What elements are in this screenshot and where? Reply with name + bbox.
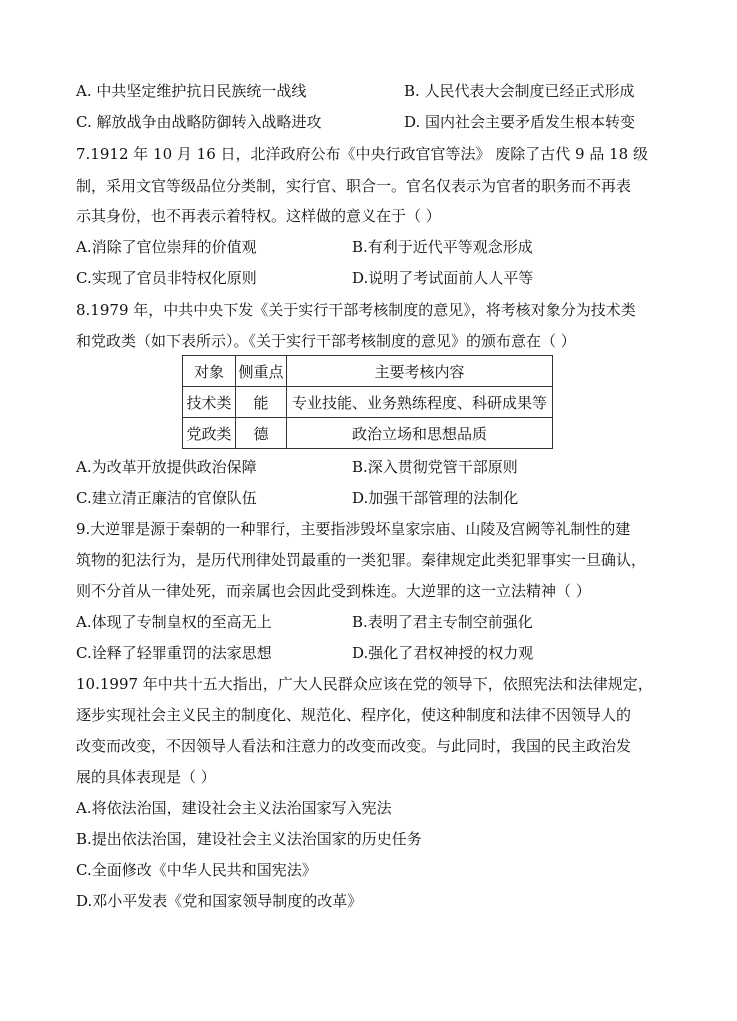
q7-stem-line-3: 示其身份，也不再表示着特权。这样做的意义在于（ ）: [76, 207, 441, 225]
q10-stem-line-4: 展的具体表现是（ ）: [76, 768, 216, 786]
q8-option-c: C.建立清正廉洁的官僚队伍: [76, 489, 257, 507]
q9-option-a: A.体现了专制皇权的至高无上: [76, 613, 272, 631]
q8-option-a: A.为改革开放提供政治保障: [76, 458, 257, 476]
q6-option-b: B. 人民代表大会制度已经正式形成: [404, 82, 635, 100]
q9-stem-line-2: 筑物的犯法行为，是历代刑律处罚最重的一类犯罪。秦律规定此类犯罪事实一旦确认，: [76, 551, 647, 569]
table-cell: 专业技能、业务熟练程度、科研成果等: [287, 387, 553, 418]
q10-stem-line-3: 改变而改变，不因领导人看法和注意力的改变而改变。与此同时，我国的民主政治发: [76, 737, 632, 755]
q7-option-c: C.实现了官员非特权化原则: [76, 269, 257, 287]
table-header-row: [183, 356, 553, 387]
q7-option-b: B.有利于近代平等观念形成: [352, 238, 533, 256]
q8-option-b: B.深入贯彻党管干部原则: [352, 458, 518, 476]
q7-stem-line-1: 7.1912 年 10 月 16 日，北洋政府公布《中央行政官官等法》 废除了古代 9 品 18 级: [76, 145, 648, 163]
q10-stem-line-2: 逐步实现社会主义民主的制度化、规范化、程序化，使这种制度和法律不因领导人的: [76, 706, 632, 724]
q7-option-a: A.消除了官位崇拜的价值观: [76, 238, 257, 256]
evaluation-table: [182, 355, 553, 449]
q6-option-d: D. 国内社会主要矛盾发生根本转变: [404, 113, 636, 131]
table-cell: 技术类: [183, 387, 236, 418]
table-cell: 德: [236, 418, 287, 449]
q9-stem-line-1: 9.大逆罪是源于秦朝的一种罪行，主要指涉毁坏皇家宗庙、山陵及宫阙等礼制性的建: [76, 520, 631, 538]
q8-stem-line-1: 8.1979 年，中共中央下发《关于实行干部考核制度的意见》，将考核对象分为技术类: [76, 301, 636, 319]
q10-stem-line-1: 10.1997 年中共十五大指出，广大人民群众应该在党的领导下，依照宪法和法律规定，: [76, 675, 653, 693]
q9-stem-line-3: 则不分首从一律处死，而亲属也会因此受到株连。大逆罪的这一立法精神（ ）: [76, 582, 591, 600]
q10-option-a: A.将依法治国，建设社会主义法治国家写入宪法: [76, 799, 392, 817]
table-row: [183, 418, 553, 449]
q9-option-d: D.强化了君权神授的权力观: [352, 644, 534, 662]
q6-option-a: A. 中共坚定维护抗日民族统一战线: [76, 82, 307, 100]
q7-stem-line-2: 制，采用文官等级品位分类制，实行官、职合一。官名仅表示为官者的职务而不再表: [76, 177, 632, 195]
q10-option-d: D.邓小平发表《党和国家领导制度的改革》: [76, 892, 363, 910]
q9-option-c: C.诠释了轻罪重罚的法家思想: [76, 644, 272, 662]
table-cell: 能: [236, 387, 287, 418]
q6-option-c: C. 解放战争由战略防御转入战略进攻: [76, 113, 322, 131]
table-header-cell: 主要考核内容: [287, 356, 553, 387]
table-cell: 政治立场和思想品质: [287, 418, 553, 449]
table-header-cell: 对象: [183, 356, 236, 387]
q7-option-d: D.说明了考试面前人人平等: [352, 269, 534, 287]
table-row: [183, 387, 553, 418]
q9-option-b: B.表明了君主专制空前强化: [352, 613, 533, 631]
q10-option-c: C.全面修改《中华人民共和国宪法》: [76, 861, 317, 879]
q8-stem-line-2: 和党政类（如下表所示）。《关于实行干部考核制度的意见》的颁布意在（ ）: [76, 332, 576, 350]
table-cell: 党政类: [183, 418, 236, 449]
table-header-cell: 侧重点: [236, 356, 287, 387]
q8-option-d: D.加强干部管理的法制化: [352, 489, 519, 507]
q10-option-b: B.提出依法治国，建设社会主义法治国家的历史任务: [76, 830, 422, 848]
